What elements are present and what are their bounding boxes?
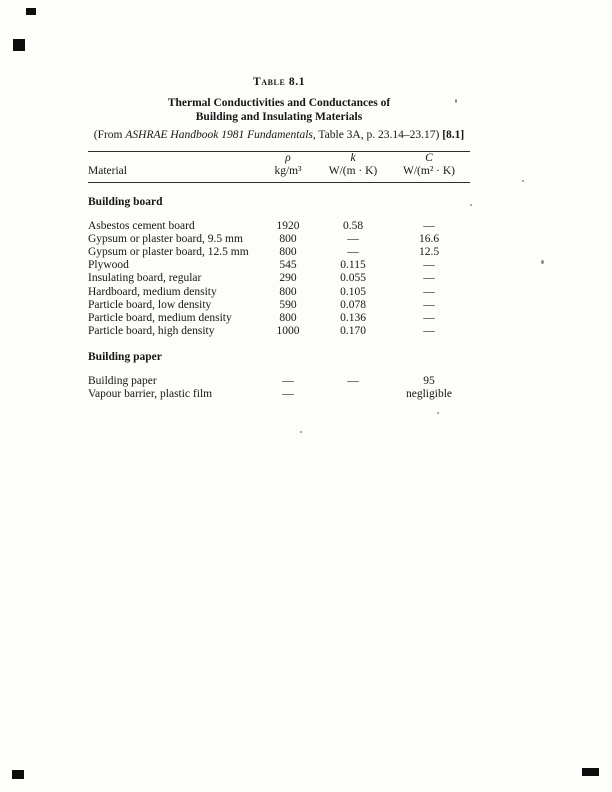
rho-cell: 590 [279, 298, 297, 311]
rho-cell: 545 [279, 259, 297, 272]
k-cell: — [347, 374, 359, 387]
scan-speck [522, 180, 524, 182]
material-cell: Vapour barrier, plastic film [88, 387, 213, 400]
scan-speck [541, 260, 544, 264]
rho-cell: 1000 [276, 325, 300, 338]
c-cell: — [423, 298, 435, 311]
table-title-line-2: Building and Insulating Materials [195, 110, 363, 123]
scan-speck [300, 431, 302, 433]
table-row [88, 272, 470, 285]
c-cell: — [423, 325, 435, 338]
material-cell: Hardboard, medium density [88, 285, 217, 298]
table-source [88, 129, 470, 142]
k-cell: 0.115 [340, 259, 366, 272]
header-symbol-c: C [425, 152, 433, 164]
scan-artifact [12, 770, 24, 779]
k-cell: — [347, 246, 359, 259]
table-header [88, 152, 470, 183]
rho-cell: — [282, 387, 294, 400]
source-rest: , Table 3A, p. 23.14–23.17) [312, 129, 443, 141]
table-row [88, 312, 470, 325]
rho-cell: 1920 [276, 219, 300, 232]
k-cell: 0.078 [340, 298, 366, 311]
rho-cell: — [282, 374, 294, 387]
table-row [88, 259, 470, 272]
materials-table [88, 151, 470, 401]
spacer [88, 365, 470, 375]
scan-artifact [582, 768, 599, 776]
scan-artifact [13, 39, 25, 51]
rho-cell: 290 [279, 272, 297, 285]
material-cell: Plywood [88, 259, 129, 272]
section-header-row [88, 183, 470, 210]
rho-cell: 800 [279, 246, 297, 259]
section-header-row [88, 338, 470, 364]
table-caption [88, 76, 470, 142]
material-cell: Building paper [88, 374, 157, 387]
table-row [88, 233, 470, 246]
table-row [88, 286, 470, 299]
header-unit-c: W/(m² · K) [403, 165, 455, 178]
section-name: Building board [88, 196, 163, 209]
spacer [88, 210, 470, 220]
rho-cell: 800 [279, 312, 297, 325]
table-row [88, 220, 470, 233]
c-cell: — [423, 219, 435, 232]
c-cell: 95 [423, 374, 435, 387]
rho-cell: 800 [279, 285, 297, 298]
k-cell: 0.170 [340, 325, 366, 338]
header-symbol-k: k [350, 152, 356, 164]
source-work-title: ASHRAE Handbook 1981 Fundamentals [125, 129, 313, 141]
material-cell: Particle board, high density [88, 325, 215, 338]
k-cell: 0.136 [340, 312, 366, 325]
header-unit-k: W/(m · K) [328, 165, 378, 178]
header-symbol-rho: ρ [285, 152, 291, 164]
table-block [88, 76, 470, 401]
c-cell: — [423, 312, 435, 325]
k-cell: 0.055 [340, 272, 366, 285]
c-cell: — [423, 272, 435, 285]
table-row [88, 299, 470, 312]
c-cell: negligible [406, 387, 452, 400]
header-material: Material [88, 165, 127, 178]
scan-speck [437, 412, 439, 414]
c-cell: — [423, 259, 435, 272]
source-reference: [8.1] [442, 129, 465, 141]
table-row [88, 375, 470, 388]
k-cell [318, 388, 388, 401]
material-cell: Insulating board, regular [88, 272, 202, 285]
material-cell: Gypsum or plaster board, 12.5 mm [88, 246, 249, 259]
source-open: (From [93, 129, 126, 141]
k-cell: — [347, 232, 359, 245]
table-row [88, 388, 470, 401]
table-row [88, 325, 470, 338]
c-cell: — [423, 285, 435, 298]
scan-artifact [26, 8, 36, 15]
header-unit-rho: kg/m³ [274, 165, 302, 178]
k-cell: 0.105 [340, 285, 366, 298]
header-empty [88, 152, 258, 166]
table-number: Table 8.1 [252, 76, 306, 88]
material-cell: Particle board, medium density [88, 312, 232, 325]
table-row [88, 246, 470, 259]
k-cell: 0.58 [342, 219, 364, 232]
c-cell: 16.6 [418, 232, 440, 245]
c-cell: 12.5 [418, 246, 440, 259]
material-cell: Particle board, low density [88, 298, 212, 311]
rho-cell: 800 [279, 232, 297, 245]
scan-speck [470, 204, 472, 206]
material-cell: Gypsum or plaster board, 9.5 mm [88, 232, 243, 245]
material-cell: Asbestos cement board [88, 219, 195, 232]
section-name: Building paper [88, 351, 162, 364]
table-title-line-1: Thermal Conductivities and Conductances of [167, 97, 391, 109]
